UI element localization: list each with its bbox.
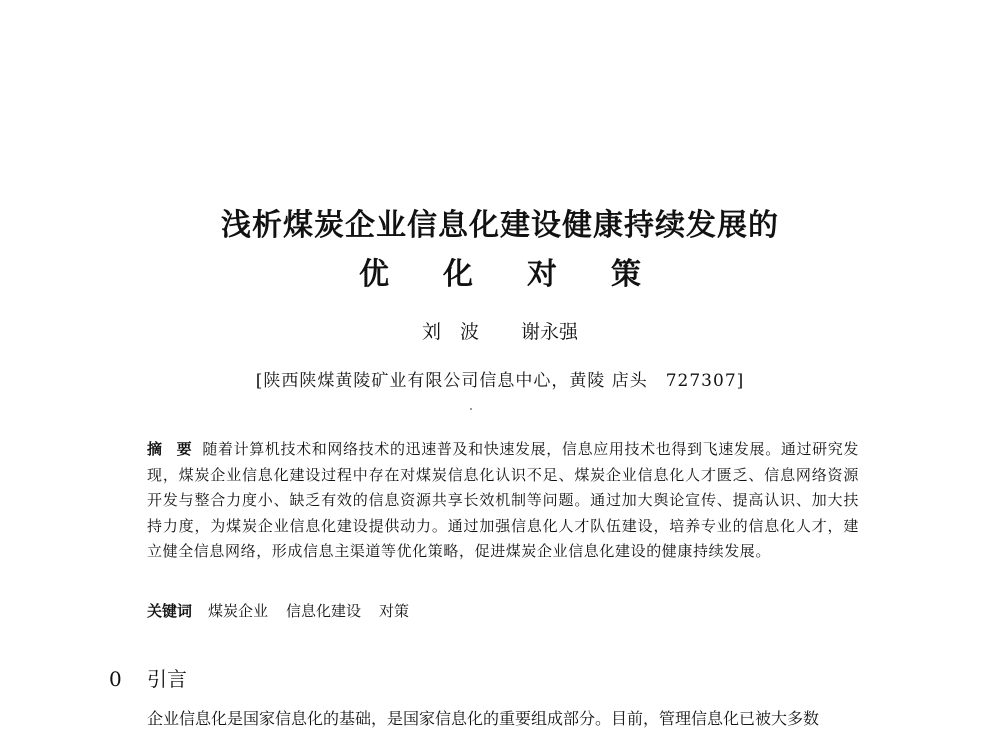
author-name: 谢永强 — [521, 321, 579, 343]
keywords-line — [147, 600, 427, 621]
section-title: 引言 — [147, 667, 187, 691]
abstract-block — [147, 437, 859, 565]
author-list — [0, 317, 1000, 344]
scan-dot — [470, 408, 472, 410]
title-char: 对 — [527, 257, 557, 292]
author-name: 刘 波 — [421, 321, 479, 343]
title-char: 化 — [443, 257, 473, 292]
section-heading — [109, 663, 187, 692]
keyword: 对策 — [379, 602, 410, 620]
paper-title-line2 — [0, 249, 1000, 293]
body-paragraph: 企业信息化是国家信息化的基础，是国家信息化的重要组成部分。目前，管理信息化已被大多数 — [147, 709, 820, 728]
title-char: 策 — [611, 257, 641, 292]
paper-title-line1: 浅析煤炭企业信息化建设健康持续发展的 — [221, 208, 779, 243]
keywords-label: 关键词 — [147, 602, 193, 620]
section-number: 0 — [109, 667, 122, 691]
keyword: 煤炭企业 — [208, 602, 269, 620]
abstract-label: 摘 要 — [147, 440, 193, 458]
abstract-text: 随着计算机技术和网络技术的迅速普及和快速发展，信息应用技术也得到飞速发展。通过研究发现，煤炭企业信息化建设过程中存在对煤炭信息化认识不足、煤炭企业信息化人才匮乏、信息网络资源开发与整合力度小、缺乏有效的信息资源共享长效机制等问题。通过加大舆论宣传、提高认识、加大扶持力度，为煤炭企业信息化建设提供动力。通过加强信息化人才队伍建设，培养专业的信息化人才，建立健全信息网络，形成信息主渠道等优化策略，促进煤炭企业信息化建设的健康持续发展。 — [147, 440, 859, 560]
title-char: 优 — [359, 257, 389, 292]
keyword: 信息化建设 — [286, 602, 362, 620]
author-affiliation: [陕西陕煤黄陵矿业有限公司信息中心，黄陵 店头 727307] — [255, 371, 745, 391]
